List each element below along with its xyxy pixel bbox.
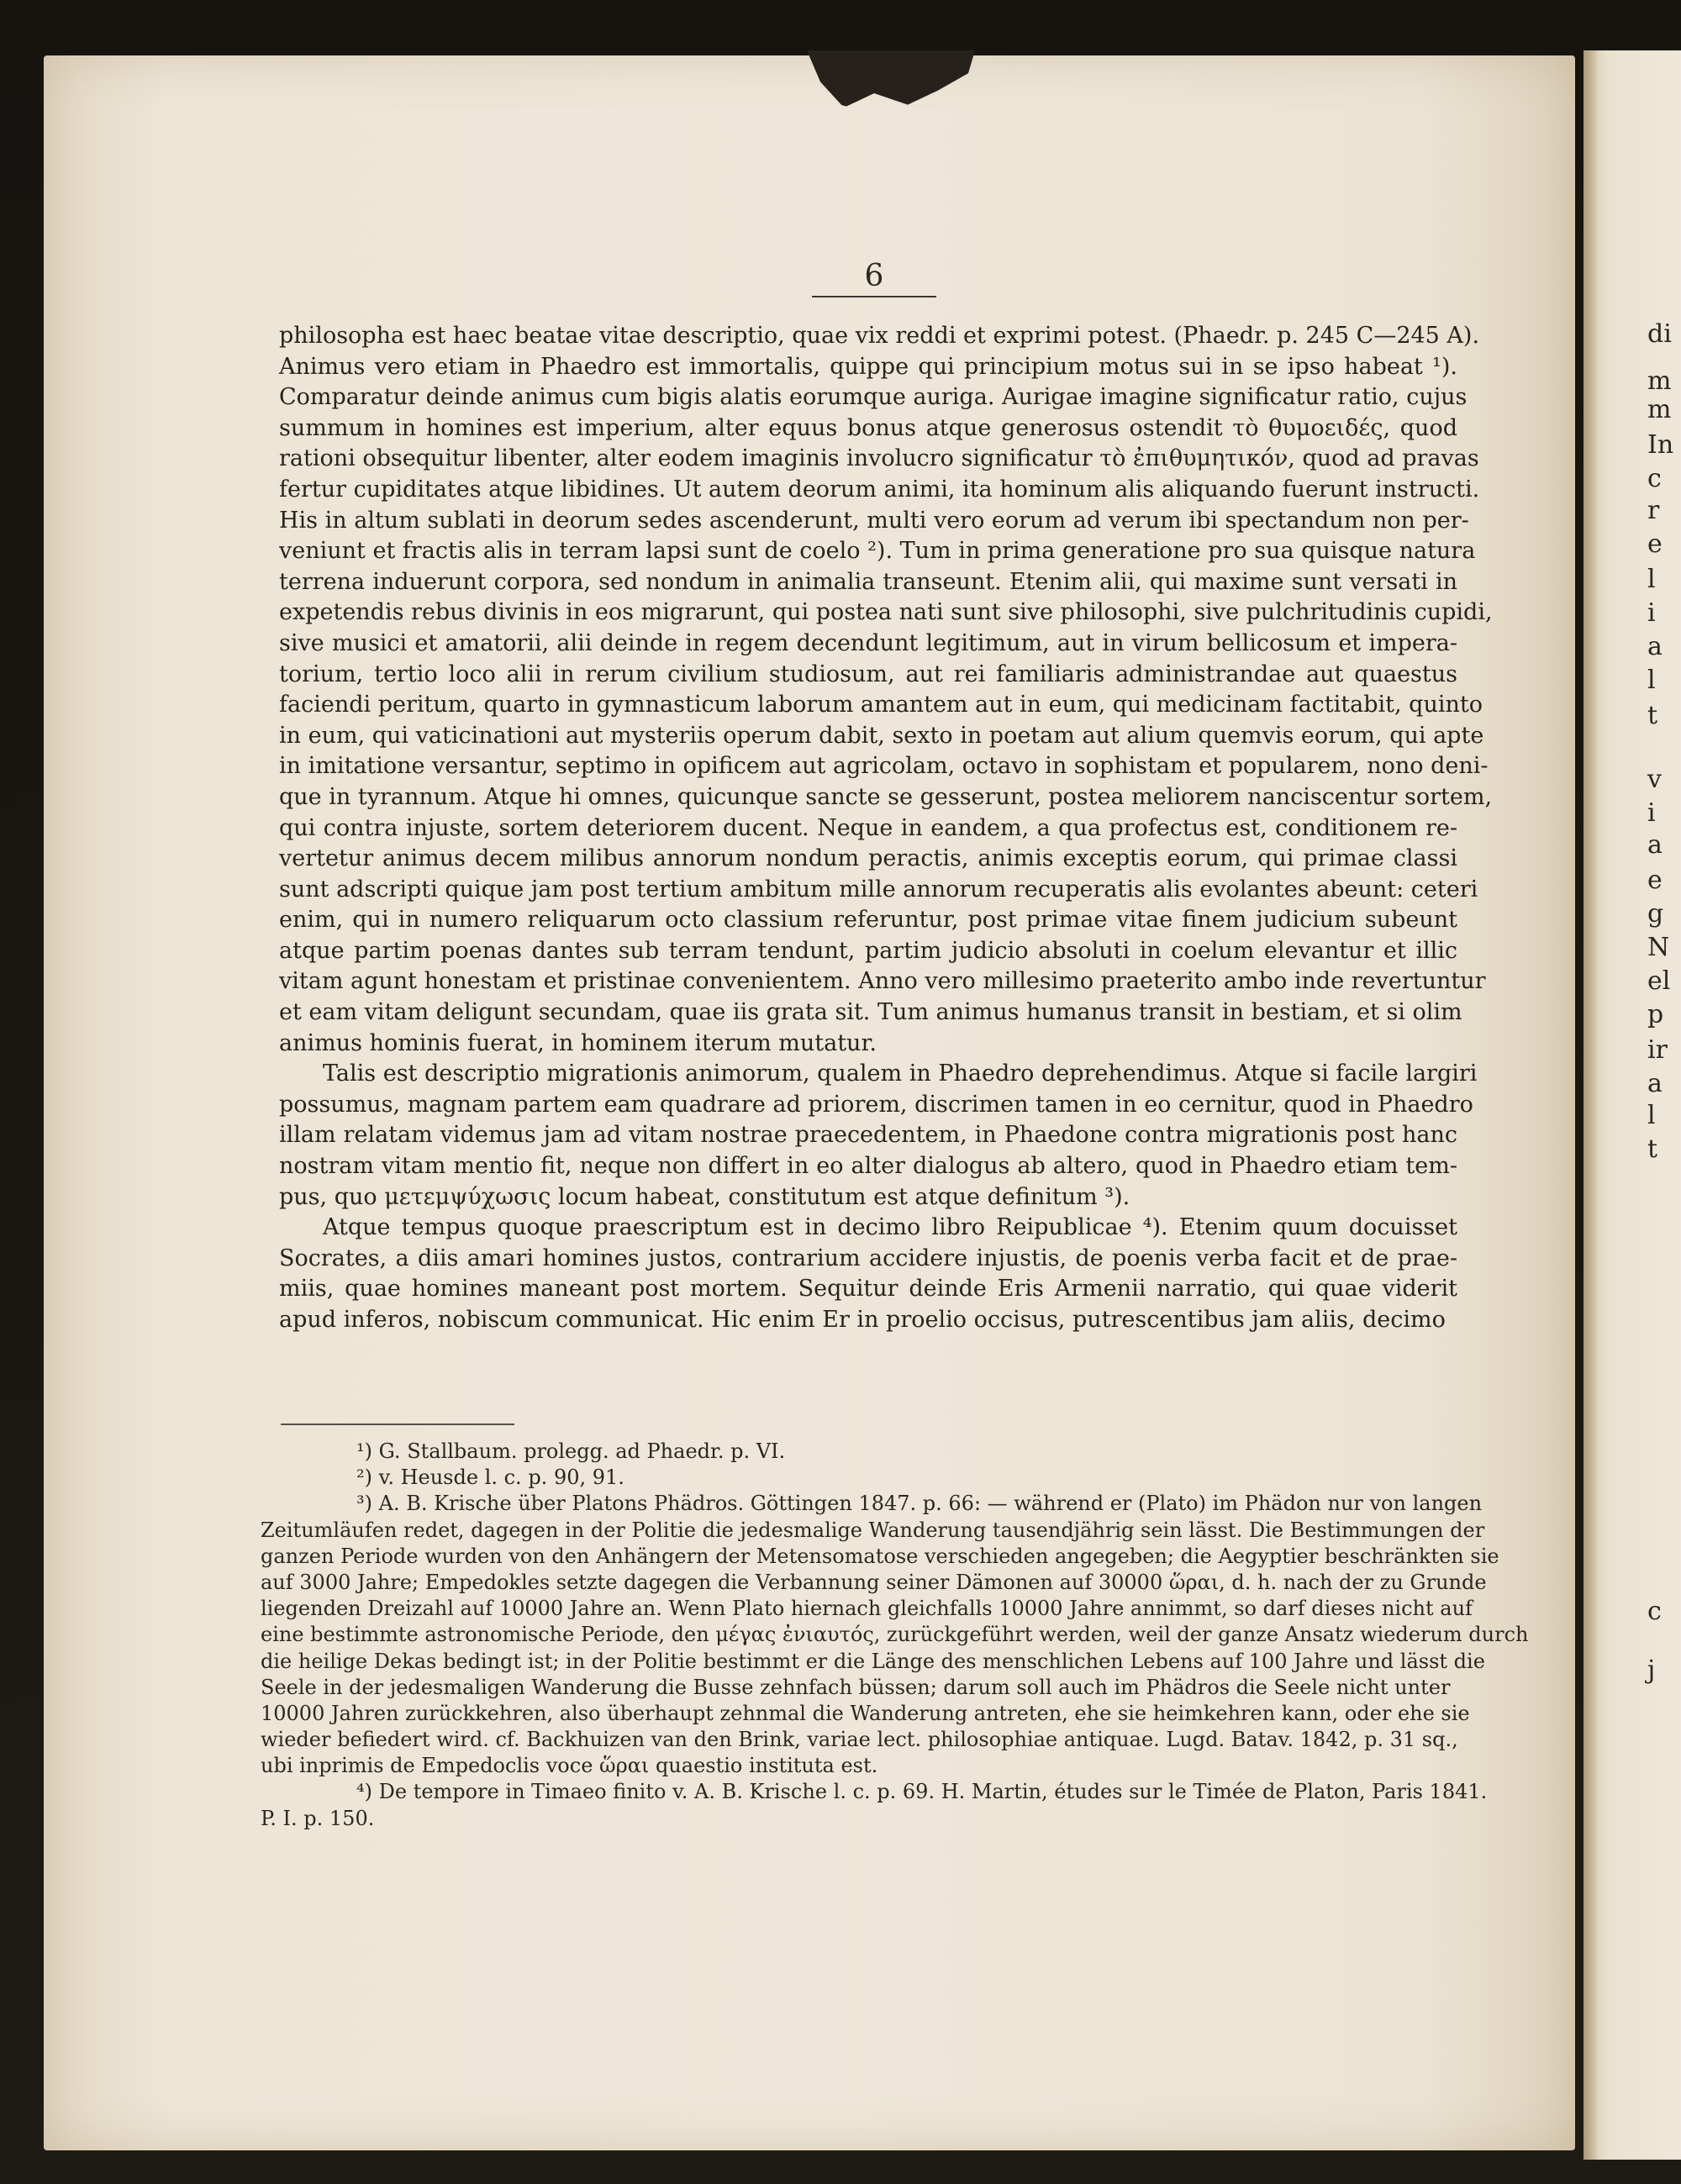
text-line: torium, tertio loco alii in rerum civilium studiosum, aut rei familiaris administrandae aut quaestus: [279, 660, 1457, 687]
adjacent-page-letter: i: [1647, 598, 1656, 628]
adjacent-page-letter: l: [1647, 1101, 1656, 1130]
text-line: fertur cupiditates atque libidines. Ut autem deorum animi, ita hominum alis aliquando fuerunt instructi.: [279, 476, 1480, 503]
text-line: apud inferos, nobiscum communicat. Hic enim Er in proelio occisus, putrescentibus jam aliis, decimo: [279, 1307, 1446, 1333]
footnote-line: Zeitumläufen redet, dagegen in der Politie die jedesmalige Wanderung tausendjährig sein lässt. Die Bestimmungen der: [261, 1518, 1485, 1542]
text-line: qui contra injuste, sortem deteriorem ducent. Neque in eandem, a qua profectus est, conditionem re-: [279, 814, 1457, 841]
text-line: illam relatam videmus jam ad vitam nostrae praecedentem, in Phaedone contra migrationis post hanc: [279, 1122, 1457, 1149]
text-line: animus hominis fuerat, in hominem iterum mutatur.: [279, 1029, 877, 1056]
text-line: Animus vero etiam in Phaedro est immortalis, quippe qui principium motus sui in se ipso habeat ¹).: [279, 353, 1457, 380]
main-body-text: [279, 321, 1493, 1336]
text-line: pus, quo μετεμψύχωσις locum habeat, constitutum est atque definitum ³).: [279, 1183, 1130, 1210]
footnote-line: ⁴) De tempore in Timaeo finito v. A. B. Krische l. c. p. 69. H. Martin, études sur le Timée de Platon, Paris 1841.: [356, 1780, 1488, 1804]
text-line: philosopha est haec beatae vitae descriptio, quae vix reddi et exprimi potest. (Phaedr. p. 245 C—245 A).: [279, 323, 1480, 349]
adjacent-page-letter: t: [1647, 1134, 1658, 1164]
footnote-line: ubi inprimis de Empedoclis voce ὥραι quaestio instituta est.: [261, 1754, 878, 1778]
text-line: Socrates, a diis amari homines justos, contrarium accidere injustis, de poenis verba facit et de prae-: [279, 1245, 1457, 1271]
text-line: sunt adscripti quique jam post tertium ambitum mille annorum recuperatis alis evolantes abeunt: ceteri: [279, 876, 1478, 903]
adjacent-page-letter: m: [1647, 395, 1672, 424]
footnote-line: P. I. p. 150.: [261, 1806, 375, 1830]
footnote-separator: [281, 1424, 514, 1425]
adjacent-page-letter: In: [1647, 430, 1674, 460]
footnote-line: 10000 Jahren zurückkehren, also überhaupt zehnmal die Wanderung antreten, ehe sie heimkehren kann, oder ehe sie: [261, 1701, 1470, 1725]
footnote-line: auf 3000 Jahre; Empedokles setzte dagegen die Verbannung seiner Dämonen auf 30000 ὥραι, d. h. nach der zu Grunde: [261, 1570, 1487, 1594]
footnote-line: ¹) G. Stallbaum. prolegg. ad Phaedr. p. VI.: [356, 1439, 786, 1463]
text-line: Comparatur deinde animus cum bigis alatis eorumque auriga. Aurigae imagine significatur ratio, cujus: [279, 384, 1468, 411]
footnote-line: wieder befiedert wird. cf. Backhuizen van den Brink, variae lect. philosophiae antiquae. Lugd. Batav. 1842, p. 31 sq.,: [261, 1728, 1458, 1752]
text-line: Talis est descriptio migrationis animorum, qualem in Phaedro deprehendimus. Atque si facile largiri: [323, 1060, 1478, 1087]
adjacent-page-letter: e: [1647, 529, 1663, 559]
text-line: nostram vitam mentio fit, neque non differt in eo alter dialogus ab altero, quod in Phaedro etiam tem-: [279, 1153, 1457, 1180]
adjacent-page-letter: a: [1647, 830, 1663, 860]
footnotes: [261, 1439, 1529, 1832]
footnote-line: liegenden Dreizahl auf 10000 Jahre an. Wenn Plato hiernach gleichfalls 10000 Jahre annimmt, so darf dieses nicht auf: [261, 1597, 1473, 1621]
footnote-line: ²) v. Heusde l. c. p. 90, 91.: [356, 1466, 624, 1490]
text-line: atque partim poenas dantes sub terram tendunt, partim judicio absoluti in coelum elevantur et illic: [279, 937, 1457, 964]
adjacent-page-letter: e: [1647, 866, 1663, 895]
adjacent-page-letter: el: [1647, 966, 1671, 996]
footnote-line: eine bestimmte astronomische Periode, den μέγας ἐνιαυτός, zurückgeführt werden, weil der ganze Ansatz wiederum durch: [261, 1623, 1529, 1647]
adjacent-page-letter: g: [1647, 899, 1664, 929]
text-line: His in altum sublati in deorum sedes ascenderunt, multi vero eorum ad verum ibi spectandum non per-: [279, 507, 1469, 534]
page-number: 6: [864, 259, 884, 293]
text-line: faciendi peritum, quarto in gymnasticum laborum amantem aut in eum, qui medicinam factitabit, quinto: [279, 692, 1483, 718]
text-line: in eum, qui vaticinationi aut mysteriis operum dabit, sexto in poetam aut alium quemvis eorum, qui apte: [279, 722, 1484, 749]
text-line: in imitatione versantur, septimo in opificem aut agricolam, octavo in sophistam et popularem, nono deni-: [279, 753, 1489, 780]
text-line: que in tyrannum. Atque hi omnes, quicunque sancte se gesserunt, postea meliorem nanciscentur sortem,: [279, 783, 1493, 810]
text-line: enim, qui in numero reliquarum octo classium referuntur, post primae vitae finem judicium subeunt: [279, 907, 1457, 934]
footnote-line: ganzen Periode wurden von den Anhängern der Metensomatose verschieden angegeben; die Aegyptier beschränkten sie: [261, 1544, 1499, 1568]
text-line: summum in homines est imperium, alter equus bonus atque generosus ostendit τὸ θυμοειδές, quod: [279, 414, 1457, 441]
text-line: et eam vitam deligunt secundam, quae iis grata sit. Tum animus humanus transit in bestiam, et si olim: [279, 999, 1462, 1026]
adjacent-page-letter: a: [1647, 632, 1663, 661]
text-line: terrena induerunt corpora, sed nondum in animalia transeunt. Etenim alii, qui maxime sunt versati in: [279, 568, 1457, 595]
adjacent-page-letter: m: [1647, 366, 1672, 396]
text-line: vitam agunt honestam et pristinae convenientem. Anno vero millesimo praeterito ambo inde revertuntur: [279, 968, 1486, 995]
adjacent-page-letter: t: [1647, 701, 1658, 730]
adjacent-page-letter: v: [1647, 765, 1662, 794]
footnote-line: die heilige Dekas bedingt ist; in der Politie bestimmt er die Länge des menschlichen Lebens auf 100 Jahre und lässt die: [261, 1649, 1485, 1673]
page-number-rule: [812, 296, 936, 297]
adjacent-page-letter: c: [1647, 1597, 1662, 1626]
adjacent-page-letter: N: [1647, 933, 1670, 962]
adjacent-page-letter: a: [1647, 1069, 1663, 1098]
adjacent-page-letter: c: [1647, 464, 1662, 493]
adjacent-page-letter: r: [1647, 496, 1660, 525]
text-line: rationi obsequitur libenter, alter eodem imaginis involucro significatur τὸ ἐπιθυμητικόν, quod ad pravas: [279, 445, 1479, 472]
adjacent-page-letter: ir: [1647, 1035, 1668, 1065]
text-line: miis, quae homines maneant post mortem. Sequitur deinde Eris Armenii narratio, qui quae viderit: [279, 1276, 1457, 1303]
text-line: veniunt et fractis alis in terram lapsi sunt de coelo ²). Tum in prima generatione pro sua quisque natura: [279, 538, 1476, 565]
text-line: expetendis rebus divinis in eos migrarunt, qui postea nati sunt sive philosophi, sive pulchritudinis cupidi,: [279, 599, 1493, 626]
page-fold-shadow: [1584, 50, 1597, 2160]
text-line: possumus, magnam partem eam quadrare ad priorem, discrimen tamen in eo cernitur, quod in Phaedro: [279, 1091, 1473, 1118]
adjacent-page-letter: l: [1647, 565, 1656, 594]
footnote-line: Seele in der jedesmaligen Wanderung die Busse zehnfach büssen; darum soll auch im Phädros die Seele nicht unter: [261, 1675, 1451, 1699]
adjacent-page-letter: l: [1647, 666, 1656, 695]
text-line: sive musici et amatorii, alii deinde in regem decendunt legitimum, aut in virum bellicosum et impera-: [279, 629, 1457, 656]
adjacent-page-letter: j: [1647, 1655, 1656, 1685]
adjacent-page-letter: di: [1647, 319, 1672, 349]
adjacent-page-letter: i: [1647, 798, 1656, 828]
text-line: vertetur animus decem milibus annorum nondum peractis, animis exceptis eorum, qui primae classi: [279, 845, 1457, 872]
adjacent-page-letter: p: [1647, 1000, 1664, 1029]
footnote-line: ³) A. B. Krische über Platons Phädros. Göttingen 1847. p. 66: — während er (Plato) im Phädon nur von langen: [356, 1492, 1483, 1516]
text-line: Atque tempus quoque praescriptum est in decimo libro Reipublicae ⁴). Etenim quum docuisset: [323, 1214, 1457, 1241]
